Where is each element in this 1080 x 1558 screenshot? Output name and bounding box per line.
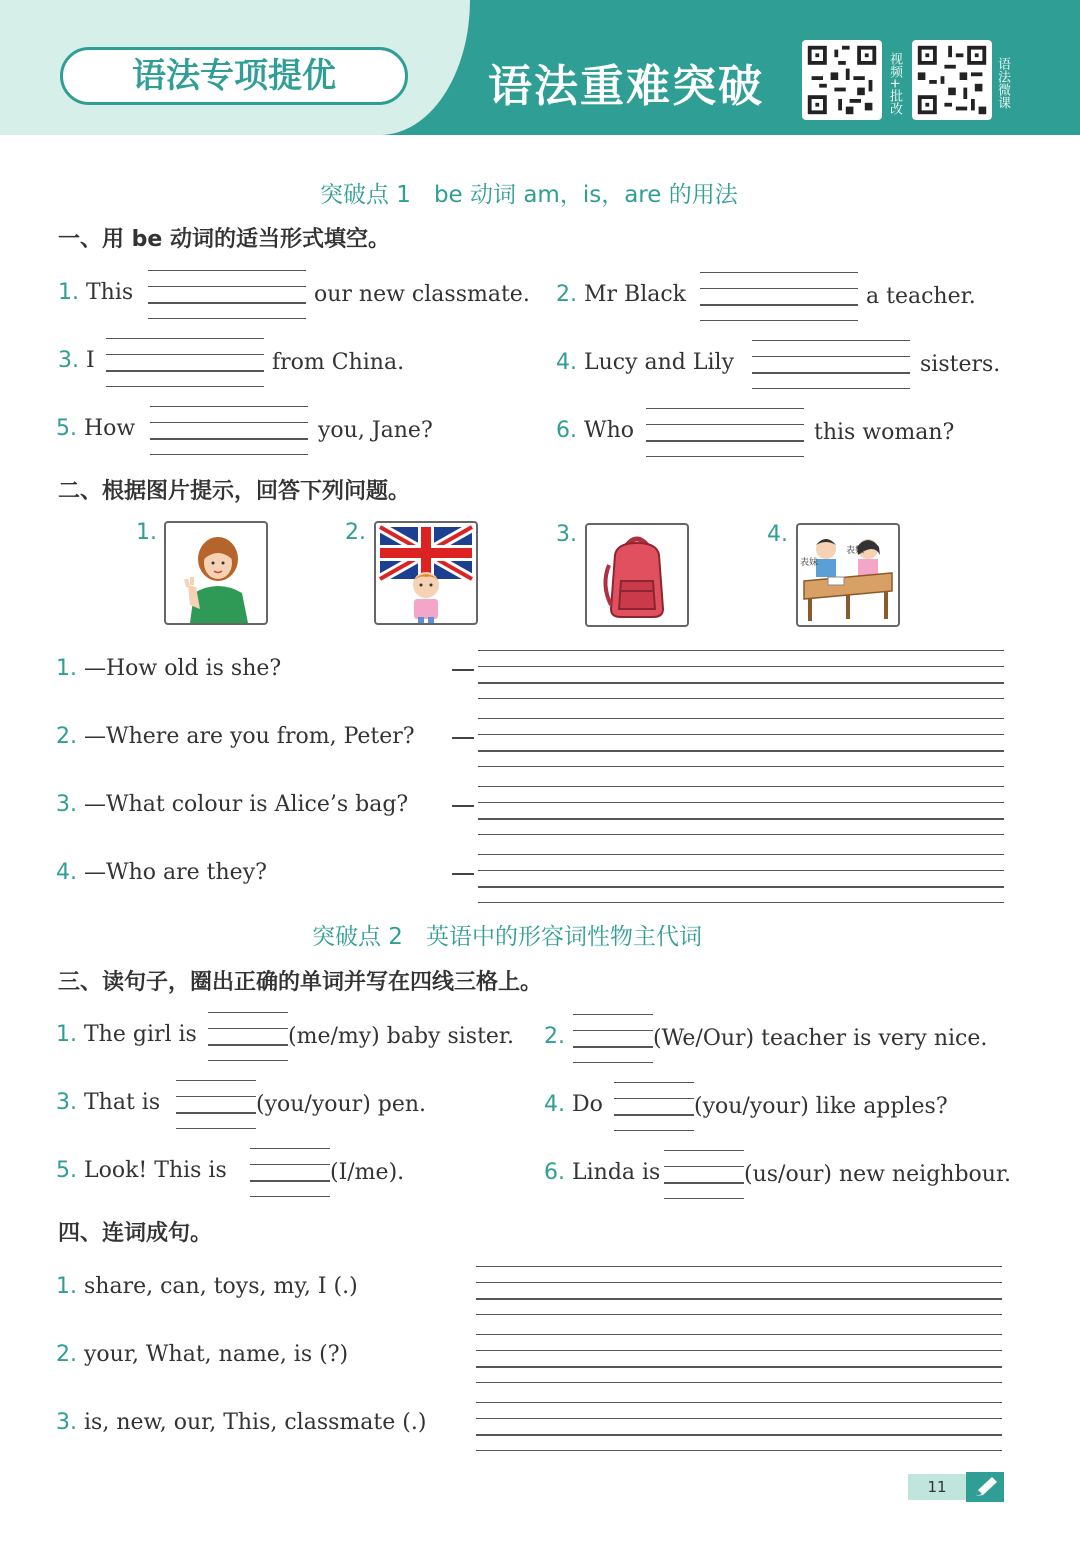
- item-number: 2.: [56, 724, 77, 749]
- answer-writing-grid[interactable]: [478, 854, 1004, 902]
- item-number: 2.: [56, 1342, 77, 1367]
- item-text-before: How: [84, 416, 136, 441]
- answer-writing-grid[interactable]: [478, 786, 1004, 834]
- item-text-before: The girl is: [84, 1022, 197, 1047]
- question-text: —Who are they?: [84, 860, 267, 885]
- item-text-before: Lucy and Lily: [584, 350, 734, 375]
- answer-writing-grid[interactable]: [476, 1334, 1002, 1382]
- answer-dash: [452, 737, 474, 739]
- page-header: [0, 0, 1080, 135]
- writing-grid[interactable]: [573, 1014, 653, 1062]
- item-text-before: Look! This is: [84, 1158, 227, 1183]
- writing-grid[interactable]: [150, 406, 308, 454]
- pronoun-item-2: [544, 1024, 565, 1049]
- writing-grid[interactable]: [148, 270, 306, 318]
- pronoun-item-1: [56, 1022, 197, 1047]
- picture-label: 表妹: [846, 546, 865, 556]
- picture-number: 2.: [345, 520, 366, 545]
- item-number: 3.: [58, 348, 79, 373]
- picture-label: 表妹: [800, 558, 819, 568]
- item-text-before: Who: [584, 418, 635, 443]
- writing-grid[interactable]: [208, 1012, 288, 1060]
- picture-number: 3.: [556, 522, 577, 547]
- pronoun-item-6: [544, 1160, 660, 1185]
- item-number: 3.: [56, 792, 77, 817]
- pronoun-item-5: [56, 1158, 227, 1183]
- pronoun-item-4: [544, 1092, 603, 1117]
- item-text-after: (us/our) new neighbour.: [744, 1162, 1012, 1187]
- writing-grid[interactable]: [250, 1148, 330, 1196]
- question-text: —Where are you from, Peter?: [84, 724, 415, 749]
- item-number: 1.: [56, 656, 77, 681]
- item-text-after: our new classmate.: [314, 282, 530, 307]
- answer-dash: [452, 873, 474, 875]
- item-text-after: (you/your) pen.: [256, 1092, 427, 1117]
- writing-grid[interactable]: [614, 1082, 694, 1130]
- fill-item-5: [56, 416, 135, 441]
- item-text-after: a teacher.: [866, 284, 976, 309]
- section-heading-1: 突破点 1 be 动词 am，is，are 的用法: [320, 182, 738, 208]
- writing-grid[interactable]: [106, 338, 264, 386]
- sentence-words: share, can, toys, my, I (.): [84, 1274, 358, 1299]
- item-text-after: (I/me).: [330, 1160, 405, 1185]
- answer-dash: [452, 805, 474, 807]
- qr-code-icon[interactable]: [802, 40, 882, 120]
- pencil-icon: [966, 1472, 1004, 1502]
- sentence-item-1: [56, 1274, 358, 1299]
- item-text-after: (We/Our) teacher is very nice.: [653, 1026, 988, 1051]
- picture-number: 4.: [767, 522, 788, 547]
- answer-writing-grid[interactable]: [478, 718, 1004, 766]
- question-item-2: [56, 724, 415, 749]
- question-instruction-4: 四、连词成句。: [58, 1221, 213, 1246]
- question-item-3: [56, 792, 408, 817]
- item-text-after: (you/your) like apples?: [694, 1094, 948, 1119]
- question-instruction-2: 二、根据图片提示，回答下列问题。: [58, 479, 411, 504]
- writing-grid[interactable]: [176, 1080, 256, 1128]
- item-text-before: That is: [84, 1090, 161, 1115]
- item-number: 2.: [544, 1024, 565, 1049]
- item-text-after: you, Jane?: [318, 418, 433, 443]
- red-backpack-icon: [585, 523, 689, 627]
- fill-item-3: [58, 348, 95, 373]
- picture-number: 1.: [136, 520, 157, 545]
- question-text: —What colour is Alice’s bag?: [84, 792, 409, 817]
- two-children-at-desk-icon: [796, 523, 900, 627]
- question-instruction-3: 三、读句子，圈出正确的单词并写在四线三格上。: [58, 970, 543, 995]
- girl-showing-age-icon: [164, 521, 268, 625]
- question-text: —How old is she?: [84, 656, 282, 681]
- answer-writing-grid[interactable]: [476, 1266, 1002, 1314]
- item-text-after: this woman?: [814, 420, 955, 445]
- item-number: 4.: [544, 1092, 565, 1117]
- header-badge: 语法专项提优: [60, 47, 408, 105]
- item-text-before: I: [86, 348, 95, 373]
- answer-dash: [452, 669, 474, 671]
- fill-item-6: [556, 418, 634, 443]
- answer-writing-grid[interactable]: [478, 650, 1004, 698]
- item-text-before: Linda is: [572, 1160, 661, 1185]
- writing-grid[interactable]: [752, 340, 910, 388]
- item-number: 1.: [58, 280, 79, 305]
- header-title: 语法重难突破: [488, 61, 764, 112]
- sentence-item-2: [56, 1342, 348, 1367]
- item-number: 6.: [544, 1160, 565, 1185]
- section-heading-2: 突破点 2 英语中的形容词性物主代词: [312, 924, 702, 950]
- qr-code-icon[interactable]: [912, 40, 992, 120]
- writing-grid[interactable]: [646, 408, 804, 456]
- item-text-before: This: [86, 280, 134, 305]
- fill-item-2: [556, 282, 686, 307]
- sentence-item-3: [56, 1410, 426, 1435]
- item-number: 3.: [56, 1410, 77, 1435]
- writing-grid[interactable]: [700, 272, 858, 320]
- item-text-before: Mr Black: [584, 282, 687, 307]
- qr-caption-2: 语法微课: [995, 57, 1010, 109]
- page-number: 11: [908, 1474, 966, 1500]
- item-number: 4.: [56, 860, 77, 885]
- item-text-after: (me/my) baby sister.: [288, 1024, 515, 1049]
- item-number: 5.: [56, 416, 77, 441]
- item-number: 3.: [56, 1090, 77, 1115]
- question-instruction-1: 一、用 be 动词的适当形式填空。: [58, 227, 390, 252]
- fill-item-4: [556, 350, 734, 375]
- item-number: 1.: [56, 1274, 77, 1299]
- question-item-1: [56, 656, 281, 681]
- item-number: 2.: [556, 282, 577, 307]
- answer-writing-grid[interactable]: [476, 1402, 1002, 1450]
- item-text-before: Do: [572, 1092, 603, 1117]
- qr-caption-1: 视频+批改: [887, 51, 902, 115]
- boy-with-uk-flag-icon: [374, 521, 478, 625]
- item-number: 6.: [556, 418, 577, 443]
- item-number: 5.: [56, 1158, 77, 1183]
- question-item-4: [56, 860, 267, 885]
- fill-item-1: [58, 280, 133, 305]
- sentence-words: your, What, name, is (?): [84, 1342, 349, 1367]
- item-number: 4.: [556, 350, 577, 375]
- pronoun-item-3: [56, 1090, 160, 1115]
- writing-grid[interactable]: [664, 1150, 744, 1198]
- sentence-words: is, new, our, This, classmate (.): [84, 1410, 427, 1435]
- item-text-after: from China.: [272, 350, 405, 375]
- item-number: 1.: [56, 1022, 77, 1047]
- item-text-after: sisters.: [920, 352, 1001, 377]
